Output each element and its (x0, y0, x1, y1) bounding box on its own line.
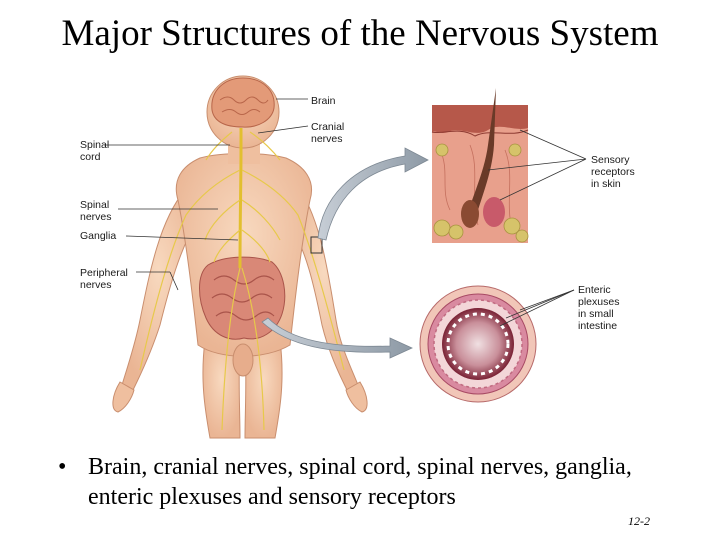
label-spinal-cord: Spinal cord (80, 139, 110, 163)
skin-section-illustration (432, 88, 528, 243)
label-spinal-nerves: Spinal nerves (80, 199, 112, 223)
label-sensory-receptors: Sensory receptors in skin (591, 154, 635, 190)
slide-title: Major Structures of the Nervous System (61, 13, 659, 54)
bullet-symbol: • (58, 454, 67, 480)
intestine-section-illustration (420, 286, 536, 402)
label-ganglia: Ganglia (80, 230, 117, 242)
label-cranial-nerves: Cranial nerves (311, 121, 345, 145)
slide-number: 12-2 (628, 514, 650, 528)
label-enteric-plexuses: Enteric plexuses in small intestine (578, 284, 620, 332)
bullet-text: Brain, cranial nerves, spinal cord, spinal nerves, ganglia, enteric plexuses and sensory receptors (88, 454, 632, 510)
label-peripheral-nerves: Peripheral nerves (80, 267, 128, 291)
label-brain: Brain (311, 95, 336, 107)
